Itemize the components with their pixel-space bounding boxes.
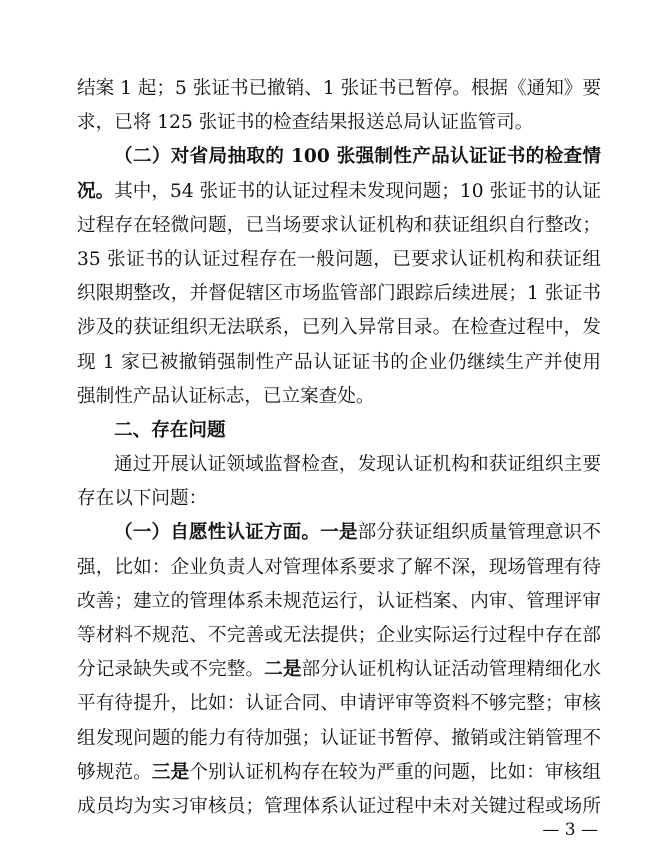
text-line: 35 张证书的认证过程存在一般问题，已要求认证机构和获证组 xyxy=(77,248,601,270)
text-line: 织限期整改，并督促辖区市场监管部门跟踪后续进展；1 张证书 xyxy=(77,283,601,305)
subheading-line xyxy=(77,516,601,550)
body-text: 部分认证机构认证活动管理精细化水 xyxy=(301,659,601,681)
emphasis-text: 二是 xyxy=(264,659,302,681)
text-line: 改善；建立的管理体系未规范运行，认证档案、内审、管理评审 xyxy=(77,590,601,612)
subheading-line xyxy=(77,140,601,174)
emphasis-text: 三是 xyxy=(151,761,190,783)
text-line: 强，比如：企业负责人对管理体系要求了解不深，现场管理有待 xyxy=(77,556,601,578)
section-heading: 二、存在问题 xyxy=(114,419,226,441)
text-line xyxy=(77,175,601,209)
text-line: 结案 1 起；5 张证书已撤销、1 张证书已暂停。根据《通知》要 xyxy=(77,78,601,99)
text-line xyxy=(77,653,601,687)
emphasis-text: 一是 xyxy=(320,522,358,544)
body-text: 个别认证机构存在较为严重的问题，比如：审核组 xyxy=(189,761,601,783)
subheading-text: （二）对省局抽取的 100 张强制性产品认证证书的检查情 xyxy=(114,146,601,168)
subheading-text: （一）自愿性认证方面。 xyxy=(114,522,321,544)
text-line: 存在以下问题： xyxy=(77,488,208,510)
text-line: 等材料不规范、不完善或无法提供；企业实际运行过程中存在部 xyxy=(77,625,601,646)
text-line xyxy=(77,756,601,790)
body-text: 够规范。 xyxy=(77,761,152,783)
body-text: 部分获证组织质量管理意识不 xyxy=(357,522,601,544)
body-text: 其中，54 张证书的认证过程未发现问题；10 张证书的认证 xyxy=(114,180,602,202)
text-line: 强制性产品认证标志，已立案查处。 xyxy=(77,385,375,407)
page-number: — 3 — xyxy=(542,820,598,840)
text-line: 涉及的获证组织无法联系，已列入异常目录。在检查过程中，发 xyxy=(77,317,601,339)
text-line: 过程存在轻微问题，已当场要求认证机构和获证组织自行整改； xyxy=(77,214,601,236)
body-text: 分记录缺失或不完整。 xyxy=(77,659,265,681)
document-page xyxy=(77,72,601,824)
text-line: 通过开展认证领域监督检查，发现认证机构和获证组织主要 xyxy=(114,454,601,476)
text-line: 组发现问题的能力有待加强；认证证书暂停、撤销或注销管理不 xyxy=(77,727,601,749)
text-line: 成员均为实习审核员；管理体系认证过程中未对关键过程或场所 xyxy=(77,795,601,817)
subheading-text: 况。 xyxy=(77,180,115,202)
text-line: 求，已将 125 张证书的检查结果报送总局认证监管司。 xyxy=(77,112,534,134)
text-line: 平有待提升，比如：认证合同、申请评审等资料不够完整；审核 xyxy=(77,693,601,715)
text-line: 现 1 家已被撤销强制性产品认证证书的企业仍继续生产并使用 xyxy=(77,351,601,373)
